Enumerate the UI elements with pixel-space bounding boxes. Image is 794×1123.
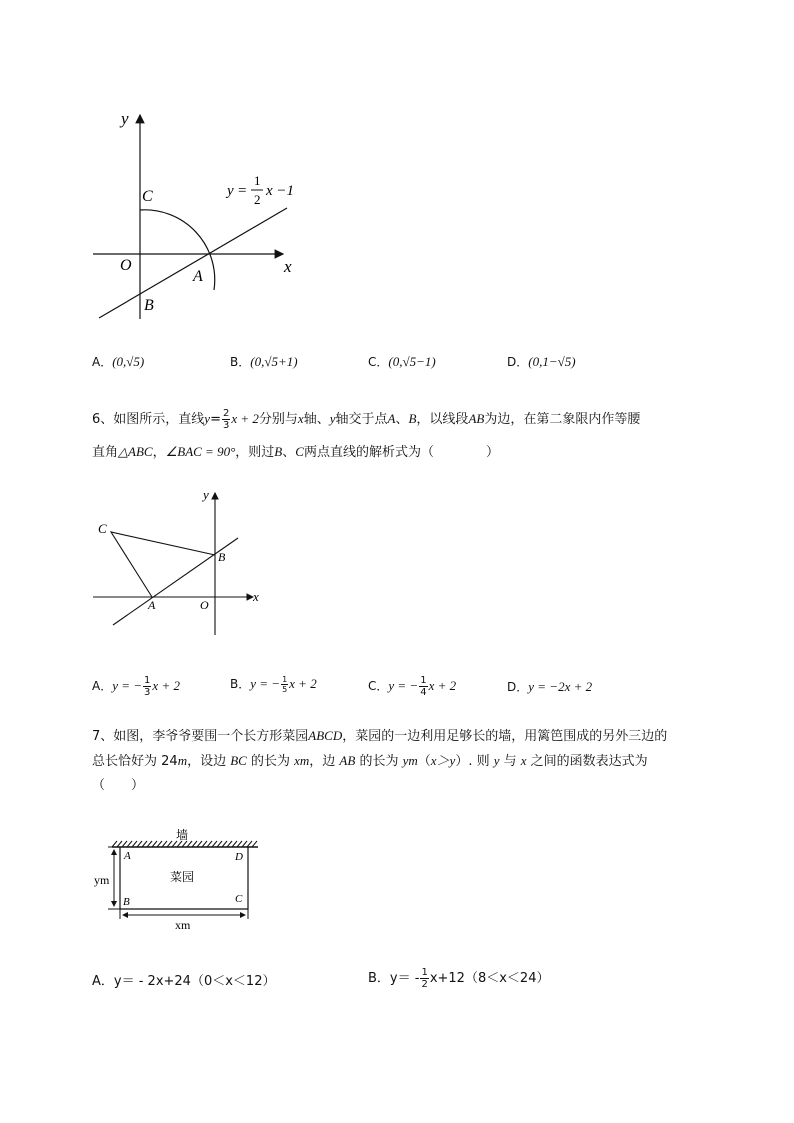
var: C <box>295 444 304 459</box>
option-expr: y = −2x + 2 <box>528 679 593 694</box>
var: xm <box>294 753 310 768</box>
option-letter: A． <box>92 355 113 369</box>
label-ym: ym <box>94 873 110 887</box>
label-a: A <box>193 268 203 285</box>
label-xm: xm <box>175 918 191 932</box>
text: （ <box>417 754 431 769</box>
label-o: O <box>200 598 209 612</box>
label-x: x <box>253 589 259 604</box>
text: ，边 <box>309 754 340 769</box>
text: ， <box>152 445 166 460</box>
option-letter: B． <box>230 355 251 369</box>
var: ym <box>402 753 418 768</box>
label-wall: 墙 <box>176 828 189 842</box>
fraction <box>419 675 427 698</box>
var: AB <box>468 411 485 426</box>
label-b: B <box>218 550 226 564</box>
var: m <box>177 753 188 768</box>
option-letter: C． <box>368 679 389 693</box>
option-expr: (0,√5) <box>112 354 145 369</box>
q6-option-d[interactable] <box>507 678 592 695</box>
fraction <box>222 408 230 431</box>
option-letter: D． <box>507 355 529 369</box>
text: 6、如图所示，直线 <box>92 412 205 427</box>
text: 的长为 <box>355 754 403 769</box>
q7-line-2 <box>92 749 742 774</box>
label-a: A <box>124 850 131 862</box>
q7-line-1 <box>92 724 742 749</box>
text: ，设边 <box>187 754 231 769</box>
var: BC <box>230 753 247 768</box>
q5-option-c[interactable] <box>368 353 436 370</box>
option-letter: A． <box>92 679 113 693</box>
figure-q5-graph <box>85 105 310 330</box>
var: A <box>387 411 396 426</box>
numerator: 1 <box>421 967 428 978</box>
arc-bc-to-a <box>140 210 215 290</box>
label-b: B <box>144 297 154 314</box>
q5-option-d[interactable] <box>507 353 576 370</box>
text: 两点直线的解析式为（ ） <box>303 445 499 460</box>
text: = <box>210 412 221 427</box>
denominator: 2 <box>421 979 428 990</box>
q7-option-b[interactable] <box>368 967 549 990</box>
fraction <box>143 675 151 698</box>
text: ，菜园的一边利用足够长的墙，用篱笆围成的另外三边的 <box>342 729 668 744</box>
q5-option-a[interactable] <box>92 353 144 370</box>
var: y <box>493 753 500 768</box>
text: 轴交于点 <box>335 412 388 427</box>
q7-line-3 <box>92 774 742 798</box>
var: x <box>297 411 304 426</box>
text: 、 <box>395 412 409 427</box>
option-expr: y＝ - <box>389 971 420 986</box>
label-y: y <box>203 487 209 502</box>
denominator: 3 <box>144 687 151 698</box>
eq-y: y <box>227 183 234 199</box>
text: 分别与 <box>258 412 298 427</box>
label-c: C <box>235 893 243 905</box>
option-letter: A． <box>92 974 114 989</box>
var: x + 2 <box>231 411 259 426</box>
numerator: 1 <box>282 675 288 684</box>
text: 、 <box>282 445 296 460</box>
question-6 <box>92 407 742 465</box>
numerator: 2 <box>222 408 230 419</box>
label-c: C <box>98 521 107 536</box>
option-tail: x + 2 <box>428 678 457 693</box>
text: 的长为 <box>246 754 295 769</box>
text: 直角 <box>92 445 119 460</box>
label-c: C <box>142 188 153 205</box>
option-expr: y＝ - 2x+24（0＜x＜12） <box>113 974 276 989</box>
label-a: A <box>148 598 156 612</box>
label-o: O <box>120 257 132 274</box>
var: B <box>274 444 283 459</box>
option-expr: y = − <box>388 678 419 693</box>
text: 与 <box>499 754 521 769</box>
q6-line-1 <box>92 407 742 432</box>
text: 7、如图，李爷爷要围一个长方形菜园 <box>92 729 309 744</box>
eq-eq: = <box>238 183 247 199</box>
label-b: B <box>123 896 130 908</box>
q6-line-2 <box>92 440 742 465</box>
var: △ABC <box>118 444 153 459</box>
option-letter: B． <box>230 677 251 691</box>
option-letter: B． <box>368 971 390 986</box>
var: y <box>329 411 336 426</box>
q6-option-a[interactable] <box>92 675 180 698</box>
var: y <box>204 411 211 426</box>
text: ，则过 <box>235 445 275 460</box>
var: x＞y <box>430 753 456 768</box>
label-x: x <box>284 257 292 276</box>
text: 为边，在第二象限内作等腰 <box>484 412 641 427</box>
numerator: 1 <box>144 675 151 686</box>
q6-option-b[interactable] <box>230 675 317 694</box>
text: 轴、 <box>303 412 330 427</box>
option-letter: D． <box>507 680 529 694</box>
var: ABCD <box>308 728 343 743</box>
text: ，以线段 <box>416 412 469 427</box>
text: 之间的函数表达式为 <box>526 754 648 769</box>
figure-q6-graph <box>88 485 278 640</box>
q7-option-a[interactable] <box>92 970 275 989</box>
var: B <box>408 411 417 426</box>
eq-rest: x −1 <box>266 183 295 199</box>
label-y: y <box>121 109 129 128</box>
option-expr: (0,√5+1) <box>250 354 298 369</box>
option-expr: (0,√5−1) <box>388 354 436 369</box>
option-letter: C． <box>368 355 389 369</box>
q6-option-c[interactable] <box>368 675 456 698</box>
option-expr: y = − <box>250 676 281 691</box>
eq-num: 1 <box>254 173 261 188</box>
text: ）. 则 <box>455 754 494 769</box>
eq-den: 2 <box>254 192 261 207</box>
denominator: 3 <box>222 420 230 431</box>
fraction <box>281 675 288 694</box>
option-tail: x+12（8＜x＜24） <box>429 971 550 986</box>
denominator: 4 <box>420 687 427 698</box>
label-garden: 菜园 <box>170 870 195 884</box>
numerator: 1 <box>420 675 427 686</box>
var: x <box>520 753 527 768</box>
option-expr: (0,1−√5) <box>528 354 576 369</box>
q5-option-b[interactable] <box>230 353 298 370</box>
figure-q7-garden <box>92 826 272 934</box>
label-d: D <box>235 851 243 863</box>
denominator: 5 <box>282 685 288 694</box>
option-expr: y = − <box>112 678 143 693</box>
option-tail: x + 2 <box>152 678 180 693</box>
var: ∠BAC = 90° <box>165 444 236 459</box>
option-tail: x + 2 <box>289 676 317 691</box>
var: AB <box>339 753 356 768</box>
text: 总长恰好为 24 <box>92 754 178 769</box>
question-7 <box>92 724 742 798</box>
fraction <box>420 967 428 990</box>
text: （ ） <box>92 778 145 793</box>
